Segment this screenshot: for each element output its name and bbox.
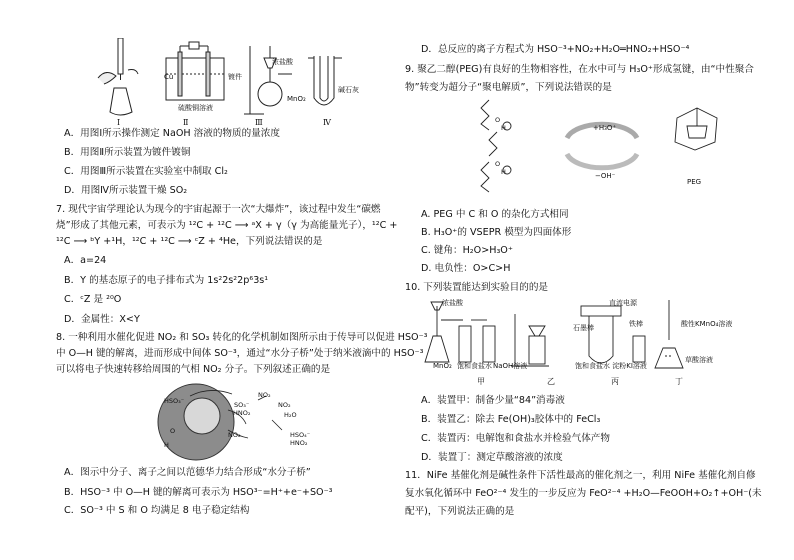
q8-line-3: 可以将电子快速转移给周围的气相 NO₂ 分子。下列叙述正确的是 <box>56 364 331 375</box>
q10-option-a: A．装置甲：制备少量“84”消毒液 <box>421 395 565 406</box>
label-kmno4: 酸性KMnO₄溶液 <box>681 320 733 328</box>
label-iron: 铁棒 <box>629 320 643 328</box>
fig-roman-1: Ⅰ <box>117 118 121 127</box>
fig-no2-b: NO₂ <box>278 401 291 409</box>
q8-option-c: C．SO⁻³ 中 S 和 O 均满足 8 电子稳定结构 <box>64 505 250 516</box>
q8-line-2: 中 O—H 键的解离，进而形成中间体 SO⁻³，通过“水分子桥”处于纳米液滴中的 HSO⁻³ <box>56 348 424 359</box>
fig-no2-c: NO₂ <box>228 431 241 439</box>
fig-hno2-b: HNO₂ <box>290 439 308 447</box>
q9-line-2: 物”转变为超分子“聚电解质”，下列说法错误的是 <box>405 82 612 93</box>
q10-title: 10. 下列装置能达到实验目的的是 <box>405 282 549 293</box>
q6-option-a: A．用图Ⅰ所示操作测定 NaOH 溶液的物质的量浓度 <box>64 128 280 139</box>
peg-o-2: O <box>495 160 501 168</box>
peg-h-2: H <box>501 168 506 176</box>
fig-no2-a: NO₂ <box>258 391 271 399</box>
q7-line-3: ¹²C ⟶ ᵇY +¹H，¹²C + ¹²C ⟶ ᶜZ + ⁴He，下列说法错误的是 <box>56 236 323 247</box>
label-conc-hcl-q10: 浓盐酸 <box>442 299 463 307</box>
q10-option-d: D．装置丁：测定草酸溶液的浓度 <box>421 452 563 463</box>
label-graphite: 石墨棒 <box>573 324 594 332</box>
label-brine-ki: 饱和食盐水 淀粉KI溶液 <box>575 362 647 370</box>
fig-o: O <box>170 427 176 435</box>
label-dc-power: 直流电源 <box>609 299 637 307</box>
label-plated: 镀件 <box>228 73 242 81</box>
q8-option-b: B．HSO⁻³ 中 O—H 键的解离可表示为 HSO³⁻=H⁺+e⁻+SO⁻³ <box>64 487 333 498</box>
label-naoh: NaOH溶液 <box>493 362 528 370</box>
q7-option-a: A．a=24 <box>64 255 107 266</box>
q9-option-c: C. 键角：H₂O>H₃O⁺ <box>421 245 513 256</box>
label-conc-hcl: 浓盐酸 <box>272 58 293 66</box>
q9-line-1: 9. 聚乙二醇(PEG)有良好的生物相容性，在水中可与 H₃O⁺形成氢键，由“中性聚合 <box>405 64 754 75</box>
q8-line-1: 8. 一种利用水催化促进 NO₂ 和 SO₃ 转化的化学机制如图所示由于传导可以促进 HSO⁻³ <box>56 332 428 343</box>
label-peg: PEG <box>687 178 702 186</box>
fig-roman-2: Ⅱ <box>183 118 189 127</box>
apparatus-figure-q6 <box>88 38 358 120</box>
fig-so3: SO₃⁻ <box>234 401 250 409</box>
label-minus-oh: −OH⁻ <box>595 172 616 180</box>
peg-figure <box>467 98 757 198</box>
q7-option-d: D．金属性：X<Y <box>64 314 140 325</box>
q9-option-d: D. 电负性：O>C>H <box>421 263 511 274</box>
fig-h: H <box>164 441 169 449</box>
label-soda-lime: 碱石灰 <box>338 86 359 94</box>
q9-option-b: B. H₃O⁺的 VSEPR 模型为四面体形 <box>421 227 572 238</box>
q7-line-2: 烧”形成了其他元素，可表示为 ¹²C + ¹²C ⟶ ᵃX + γ（γ 为高能量光子），¹²C + <box>56 220 398 231</box>
right-column <box>397 0 794 560</box>
label-jia: 甲 <box>477 377 485 386</box>
q8-option-a: A．图示中分子、离子之间以范德华力结合形成“水分子桥” <box>64 467 311 478</box>
fig-roman-4: Ⅳ <box>323 118 331 127</box>
peg-o-1: O <box>495 116 501 124</box>
label-yi: 乙 <box>547 377 555 386</box>
q8-option-d: D．总反应的离子方程式为 HSO⁻³+NO₂+H₂O═HNO₂+HSO⁻⁴ <box>421 44 690 55</box>
q10-option-b: B．装置乙：除去 Fe(OH)₃胶体中的 FeCl₃ <box>421 414 601 425</box>
q11-line-3: 配平)，下列说法正确的是 <box>405 506 515 517</box>
q6-option-d: D．用图Ⅳ所示装置干燥 SO₂ <box>64 185 188 196</box>
q7-option-c: C．ᶜZ 是 ²⁰O <box>64 294 122 305</box>
fig-hno2-a: HNO₂ <box>233 409 251 417</box>
label-mno2: MnO₂ <box>287 95 306 103</box>
fig-hso3: HSO₃⁻ <box>164 397 185 405</box>
label-copper-sulfate: 硫酸铜溶液 <box>178 104 213 112</box>
label-plus-h3o: +H₃O⁺ <box>593 124 617 132</box>
q11-line-2: 复水氧化循环中 FeO²⁻⁴ 发生的一步反应为 FeO²⁻⁴ +H₂O—FeOOH+O₂↑+OH⁻(未 <box>405 488 762 499</box>
q6-option-b: B．用图Ⅱ所示装置为镀件镀铜 <box>64 147 191 158</box>
label-ding: 丁 <box>675 377 683 386</box>
q10-option-c: C．装置丙：电解饱和食盐水并检验气体产物 <box>421 433 610 444</box>
q9-option-a: A. PEG 中 C 和 O 的杂化方式相同 <box>421 209 569 220</box>
label-brine: 饱和食盐水 <box>457 362 492 370</box>
fig-h2o: H₂O <box>284 411 297 419</box>
q11-line-1: 11．NiFe 基催化剂是碱性条件下活性最高的催化剂之一，利用 NiFe 基催化剂自修 <box>405 470 756 481</box>
q6-option-c: C．用图Ⅲ所示装置在实验室中制取 Cl₂ <box>64 166 228 177</box>
label-oxalic: 草酸溶液 <box>685 356 713 364</box>
fig-roman-3: Ⅲ <box>255 118 263 127</box>
q7-line-1: 7. 现代宇宙学理论认为现今的宇宙起源于一次“大爆炸”，该过程中发生“碳燃 <box>56 204 381 215</box>
peg-h-1: H <box>501 124 506 132</box>
fig-hso4: HSO₄⁻ <box>290 431 311 439</box>
label-mno2-q10: MnO₂ <box>433 362 452 370</box>
q7-option-b: B．Y 的基态原子的电子排布式为 1s²2s²2p⁶3s¹ <box>64 275 269 286</box>
label-bing: 丙 <box>611 377 619 386</box>
label-cu: Cu <box>164 73 174 81</box>
water-bridge-figure <box>150 380 320 464</box>
